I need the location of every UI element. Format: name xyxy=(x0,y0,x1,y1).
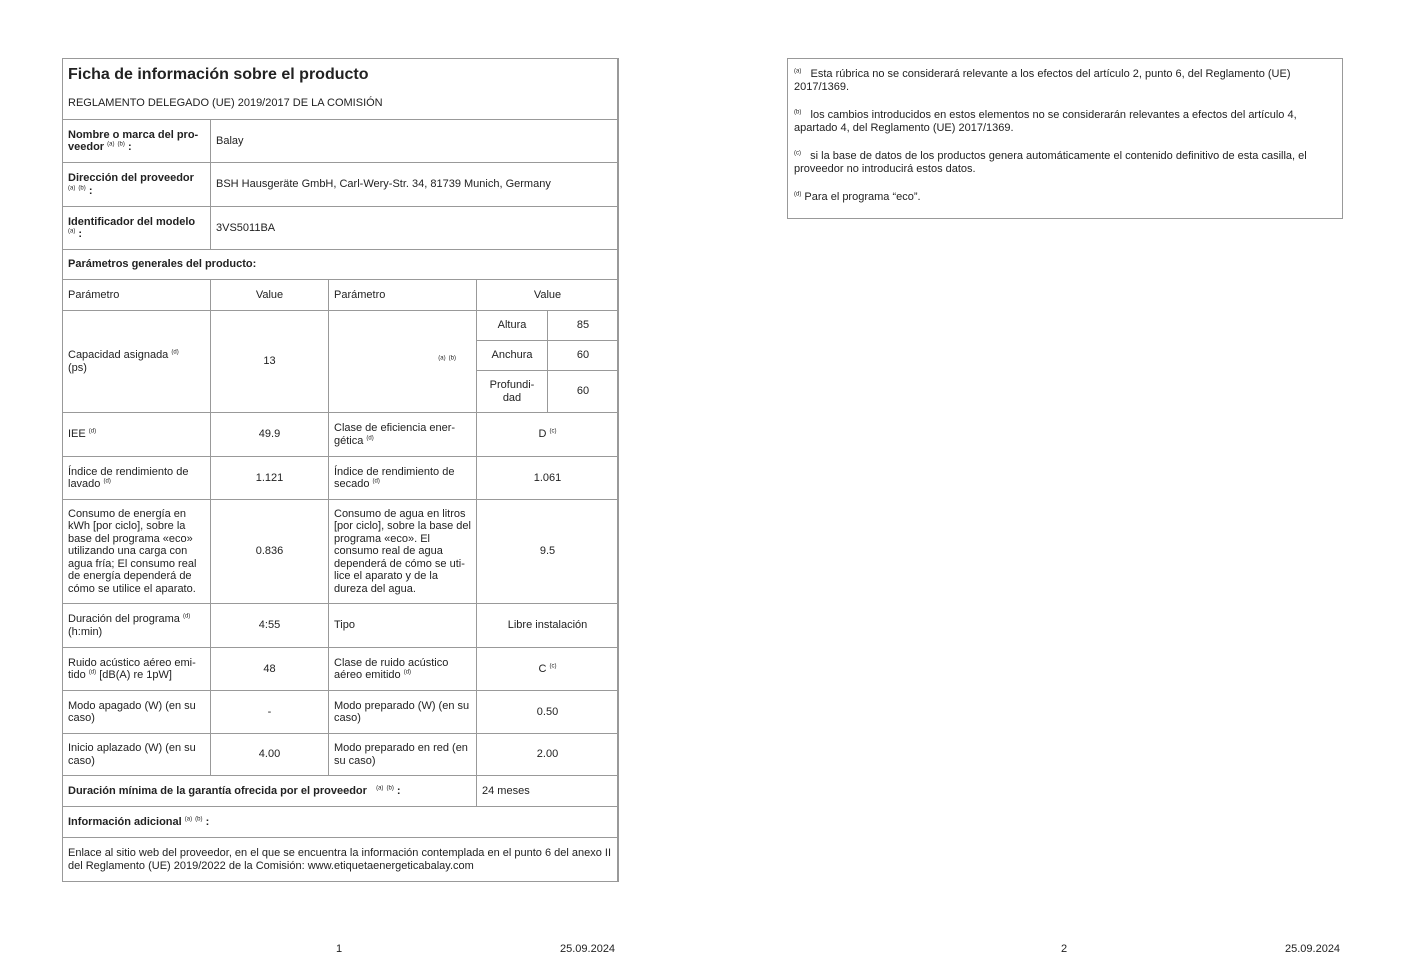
header-value-1: Value xyxy=(211,280,329,311)
wash-perf-label-cell: Índice de rendimiento de lavado $^{(d)}$ xyxy=(63,457,211,500)
width-value: 60 xyxy=(548,341,619,371)
delay-start-value: 4.00 xyxy=(211,734,329,776)
supplier-value: Balay xyxy=(211,120,619,163)
supplier-website-link-text: Enlace al sitio web del proveedor, en el que se encuentra la información contemplada en el punto 6 del anexo II del Reglamento (UE) 2019/2022 de la Comisión: www.etiquetaenergeticabalay.com xyxy=(63,838,619,882)
energy-consumption-value: 0.836 xyxy=(211,500,329,604)
depth-value: 60 xyxy=(548,371,619,413)
dimensions-label-cell: $^{(a)}$ $^{(b)}$ xyxy=(329,311,477,413)
height-value: 85 xyxy=(548,311,619,341)
regulation-subtitle: REGLAMENTO DELEGADO (UE) 2019/2017 DE LA COMISIÓN xyxy=(63,88,619,120)
capacity-label-cell: Capacidad asignada $^{(d)}$ (ps) xyxy=(63,311,211,413)
type-value: Libre instalación xyxy=(477,604,619,648)
net-standby-label: Modo preparado en red (en su caso) xyxy=(329,734,477,776)
energy-class-label-cell: Clase de eficiencia ener-gética $^{(d)}$ xyxy=(329,413,477,457)
footnote-b: $^{(b)}$ los cambios introducidos en estos elementos no se considerarán relevantes a efectos del artículo 4, apartado 4, del Reglamento (UE) 2017/1369. xyxy=(794,109,1297,134)
energy-consumption-label: Consumo de energía en kWh [por ciclo], sobre la base del programa «eco» utilizando una carga con agua fría; El consumo real de energía dependerá de cómo se utilice el aparato. xyxy=(63,500,211,604)
iee-label-cell: IEE $^{(d)}$ xyxy=(63,413,211,457)
water-consumption-label: Consumo de agua en litros [por ciclo], sobre la base del programa «eco». El consumo real de agua dependerá de cómo se uti-lice el aparato y de la dureza del agua. xyxy=(329,500,477,604)
duration-value: 4:55 xyxy=(211,604,329,648)
model-value: 3VS5011BA xyxy=(211,207,619,250)
page-date-2: 25.09.2024 xyxy=(1285,943,1341,955)
product-info-sheet xyxy=(62,58,618,882)
product-info-table xyxy=(62,58,619,882)
footnotes-box xyxy=(787,58,1343,219)
footnote-c: $^{(c)}$ si la base de datos de los productos genera automáticamente el contenido definitivo de esta casilla, el proveedor no introducirá estos datos. xyxy=(794,150,1307,175)
address-value: BSH Hausgeräte GmbH, Carl-Wery-Str. 34, 81739 Munich, Germany xyxy=(211,163,619,207)
standby-label: Modo preparado (W) (en su caso) xyxy=(329,691,477,734)
delay-start-label: Inicio aplazado (W) (en su caso) xyxy=(63,734,211,776)
model-label-cell: Identificador del modelo $^{(a)}$ : xyxy=(63,207,211,250)
standby-value: 0.50 xyxy=(477,691,619,734)
energy-class-value-cell: D $^{(c)}$ xyxy=(477,413,619,457)
footnote-a: $^{(a)}$ Esta rúbrica no se considerará relevante a los efectos del artículo 2, punto 6, del Reglamento (UE) 2017/1369. xyxy=(794,68,1291,93)
dry-perf-value: 1.061 xyxy=(477,457,619,500)
noise-class-value-cell: C $^{(c)}$ xyxy=(477,648,619,691)
capacity-value: 13 xyxy=(211,311,329,413)
depth-label: Profundi-dad xyxy=(477,371,548,413)
noise-value: 48 xyxy=(211,648,329,691)
page-number-1: 1 xyxy=(336,943,343,955)
noise-class-label-cell: Clase de ruido acústico aéreo emitido $^{(d)}$ xyxy=(329,648,477,691)
type-label: Tipo xyxy=(329,604,477,648)
supplier-label-cell: Nombre o marca del pro-veedor $^{(a)}$ $^{(b)}$ : xyxy=(63,120,211,163)
net-standby-value: 2.00 xyxy=(477,734,619,776)
off-mode-label: Modo apagado (W) (en su caso) xyxy=(63,691,211,734)
header-param-1: Parámetro xyxy=(63,280,211,311)
address-label-cell: Dirección del proveedor $^{(a)}$ $^{(b)}$ : xyxy=(63,163,211,207)
page-title: Ficha de información sobre el producto xyxy=(63,59,619,88)
footnote-d: $^{(d)}$ Para el programa “eco”. xyxy=(794,191,921,203)
warranty-value: 24 meses xyxy=(477,776,619,807)
general-params-heading: Parámetros generales del producto: xyxy=(63,250,619,280)
warranty-label-cell: Duración mínima de la garantía ofrecida por el proveedor $^{(a)}$ $^{(b)}$ : xyxy=(63,776,477,807)
noise-label-cell: Ruido acústico aéreo emi-tido $^{(d)}$ [dB(A) re 1pW] xyxy=(63,648,211,691)
page-date-1: 25.09.2024 xyxy=(560,943,616,955)
width-label: Anchura xyxy=(477,341,548,371)
page-number-2: 2 xyxy=(1061,943,1068,955)
additional-info-label-cell: Información adicional $^{(a)}$ $^{(b)}$ : xyxy=(63,807,619,838)
water-consumption-value: 9.5 xyxy=(477,500,619,604)
off-mode-value: - xyxy=(211,691,329,734)
duration-label-cell: Duración del programa $^{(d)}$ (h:min) xyxy=(63,604,211,648)
header-value-2: Value xyxy=(477,280,619,311)
height-label: Altura xyxy=(477,311,548,341)
iee-value: 49.9 xyxy=(211,413,329,457)
wash-perf-value: 1.121 xyxy=(211,457,329,500)
dry-perf-label-cell: Índice de rendimiento de secado $^{(d)}$ xyxy=(329,457,477,500)
header-param-2: Parámetro xyxy=(329,280,477,311)
